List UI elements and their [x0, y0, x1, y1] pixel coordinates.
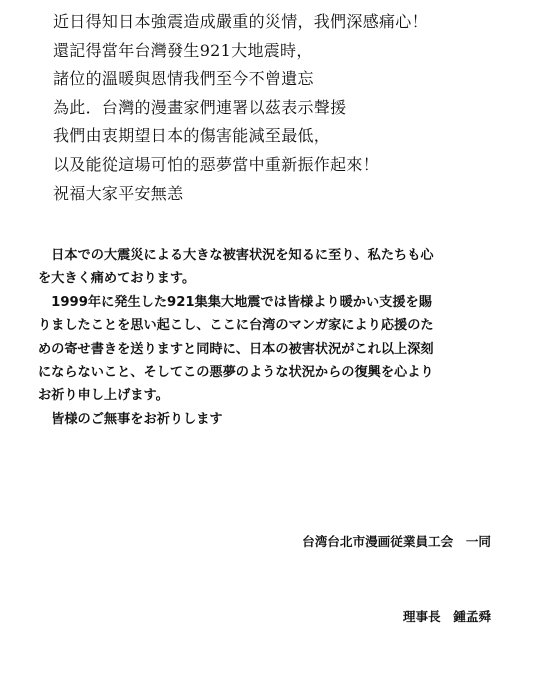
signature-organization: 台湾台北市漫画従業員工会 一同	[302, 534, 491, 549]
chinese-message-line-1: 近日得知日本強震造成嚴重的災情，我們深感痛心！	[53, 12, 428, 31]
chinese-message	[53, 8, 493, 208]
chinese-message-line-2: 還記得當年台灣發生921大地震時，	[53, 40, 313, 60]
japanese-message-line-6: にならないこと、そしてこの悪夢のような状況からの復興を心より	[38, 364, 434, 380]
chinese-message-line-3: 諸位的溫暖與恩情我們至今不曾遺忘	[53, 69, 314, 89]
japanese-message-line-1: 日本での大震災による大きな被害状況を知るに至り、私たちも心	[38, 248, 434, 263]
chinese-message-line-6: 以及能從這場可怕的惡夢當中重新振作起來！	[53, 154, 380, 174]
chinese-message-line-5: 我們由衷期望日本的傷害能減至最低，	[53, 126, 331, 146]
japanese-message-line-8: 皆様のご無事をお祈りします	[38, 411, 223, 427]
chinese-message-line-4: 為此．台灣的漫畫家們連署以茲表示聲援	[53, 97, 347, 117]
japanese-message-line-4: りましたことを思い起こし、ここに台湾のマンガ家により応援のた	[38, 318, 434, 334]
japanese-message	[38, 244, 498, 431]
signature-block	[302, 479, 491, 679]
japanese-message-line-2: を大きく痛めております。	[38, 271, 196, 287]
signature-person: 理事長 鍾孟舜	[402, 609, 491, 624]
chinese-message-line-7: 祝福大家平安無恙	[53, 183, 184, 203]
japanese-message-line-3: 1999年に発生した921集集大地震では皆様より暖かい支援を賜	[38, 294, 432, 310]
japanese-message-line-5: めの寄せ書きを送りますと同時に、日本の被害状況がこれ以上深刻	[38, 341, 434, 357]
japanese-message-line-7: お祈り申し上げます。	[38, 388, 169, 404]
